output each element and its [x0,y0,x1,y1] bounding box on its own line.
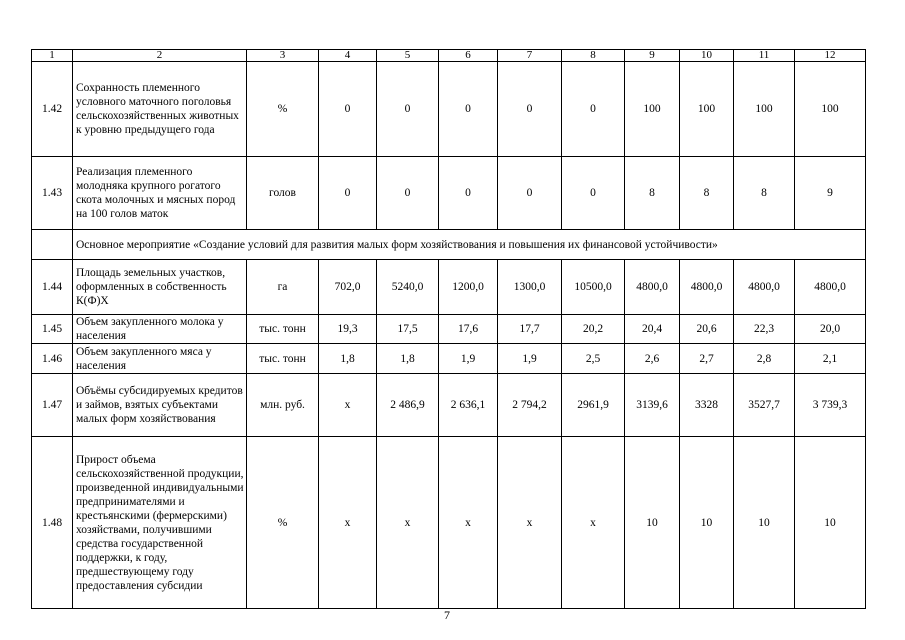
unit-cell: % [247,437,319,609]
value-cell: 1,9 [439,344,498,374]
value-cell: 1,9 [498,344,562,374]
value-cell: 3 739,3 [795,374,866,437]
header-cell: 12 [795,50,866,62]
value-cell: 2 636,1 [439,374,498,437]
unit-cell: тыс. тонн [247,344,319,374]
row-number: 1.43 [32,157,73,230]
indicator-table [31,49,866,609]
value-cell: 2,8 [734,344,795,374]
table-row [32,315,866,344]
row-number: 1.46 [32,344,73,374]
value-cell: 2961,9 [562,374,625,437]
value-cell: х [498,437,562,609]
row-number: 1.42 [32,62,73,157]
table-row [32,437,866,609]
header-cell: 11 [734,50,795,62]
header-cell: 8 [562,50,625,62]
header-cell: 1 [32,50,73,62]
unit-cell: тыс. тонн [247,315,319,344]
value-cell: 4800,0 [680,260,734,315]
value-cell: 3328 [680,374,734,437]
value-cell: 1200,0 [439,260,498,315]
value-cell: 20,0 [795,315,866,344]
value-cell: 2 794,2 [498,374,562,437]
value-cell: 3527,7 [734,374,795,437]
value-cell: 100 [795,62,866,157]
indicator-name: Объёмы субсидируемых кредитов и займов, взятых субъектами малых форм хозяйствования [73,374,247,437]
value-cell: х [562,437,625,609]
unit-cell: голов [247,157,319,230]
unit-cell: млн. руб. [247,374,319,437]
header-cell: 7 [498,50,562,62]
header-cell: 6 [439,50,498,62]
value-cell: 0 [498,62,562,157]
value-cell: 0 [562,62,625,157]
indicator-name: Реализация племенного молодняка крупного рогатого скота молочных и мясных пород на 100 голов маток [73,157,247,230]
row-number: 1.45 [32,315,73,344]
indicator-name: Площадь земельных участков, оформленных в собственность К(Ф)Х [73,260,247,315]
value-cell: х [319,374,377,437]
indicator-name: Объем закупленного мяса у населения [73,344,247,374]
value-cell: 10 [734,437,795,609]
value-cell: 19,3 [319,315,377,344]
table-row [32,157,866,230]
value-cell: 10 [680,437,734,609]
header-cell: 9 [625,50,680,62]
value-cell: 0 [439,157,498,230]
row-number: 1.48 [32,437,73,609]
value-cell: 0 [377,157,439,230]
value-cell: 2,5 [562,344,625,374]
value-cell: 2 486,9 [377,374,439,437]
table-row [32,344,866,374]
value-cell: 1,8 [319,344,377,374]
value-cell: 3139,6 [625,374,680,437]
value-cell: 17,7 [498,315,562,344]
page-number: 7 [444,608,450,622]
value-cell: 20,4 [625,315,680,344]
value-cell: 8 [734,157,795,230]
header-cell: 5 [377,50,439,62]
value-cell: 0 [319,157,377,230]
value-cell: 10500,0 [562,260,625,315]
value-cell: 2,7 [680,344,734,374]
value-cell: 4800,0 [795,260,866,315]
table-row [32,62,866,157]
unit-cell: га [247,260,319,315]
header-cell: 10 [680,50,734,62]
value-cell: 702,0 [319,260,377,315]
table-row [32,374,866,437]
unit-cell: % [247,62,319,157]
value-cell: х [319,437,377,609]
section-title: Основное мероприятие «Создание условий для развития малых форм хозяйствования и повышения их финансовой устойчивости» [73,230,866,260]
value-cell: 8 [680,157,734,230]
value-cell: 8 [625,157,680,230]
section-num-cell [32,230,73,260]
value-cell: 100 [625,62,680,157]
value-cell: 10 [625,437,680,609]
value-cell: 2,6 [625,344,680,374]
value-cell: х [439,437,498,609]
section-row [32,230,866,260]
value-cell: 0 [377,62,439,157]
value-cell: 17,6 [439,315,498,344]
value-cell: 0 [562,157,625,230]
value-cell: 0 [319,62,377,157]
value-cell: 0 [498,157,562,230]
value-cell: 5240,0 [377,260,439,315]
value-cell: 1300,0 [498,260,562,315]
value-cell: 22,3 [734,315,795,344]
value-cell: 4800,0 [625,260,680,315]
value-cell: 10 [795,437,866,609]
value-cell: 100 [734,62,795,157]
header-row [32,50,866,62]
table-row [32,260,866,315]
header-cell: 3 [247,50,319,62]
value-cell: 1,8 [377,344,439,374]
value-cell: 100 [680,62,734,157]
header-cell: 4 [319,50,377,62]
value-cell: 2,1 [795,344,866,374]
value-cell: 17,5 [377,315,439,344]
value-cell: 0 [439,62,498,157]
value-cell: х [377,437,439,609]
value-cell: 20,2 [562,315,625,344]
indicator-name: Сохранность племенного условного маточного поголовья сельскохозяйственных животных к уровню предыдущего года [73,62,247,157]
value-cell: 20,6 [680,315,734,344]
indicator-name: Объем закупленного молока у населения [73,315,247,344]
value-cell: 9 [795,157,866,230]
header-cell: 2 [73,50,247,62]
row-number: 1.47 [32,374,73,437]
indicator-name: Прирост объема сельскохозяйственной продукции, произведенной индивидуальными предпринимателями и крестьянскими (фермерскими) хозяйствами, получившими средства государственной поддержки, к году, предшествующему году предоставления субсидии [73,437,247,609]
value-cell: 4800,0 [734,260,795,315]
row-number: 1.44 [32,260,73,315]
